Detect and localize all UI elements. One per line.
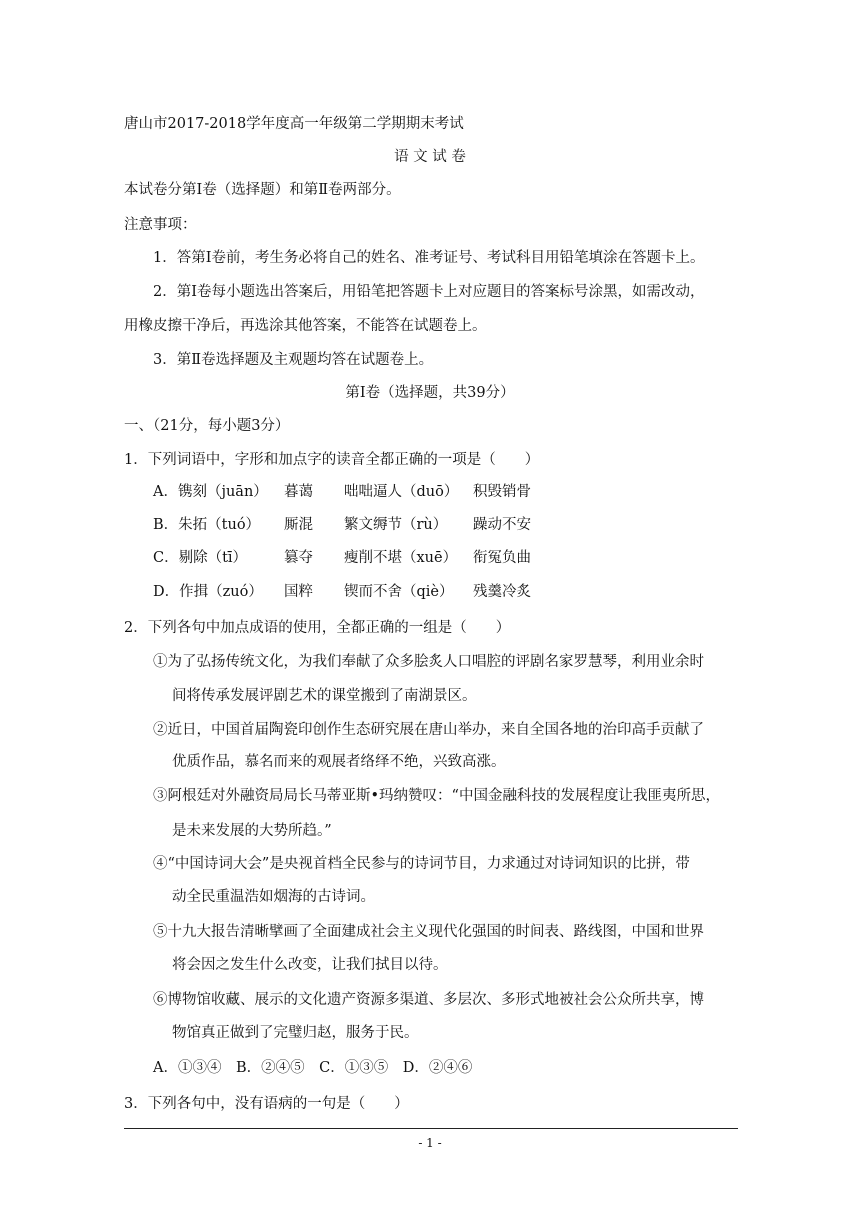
q1-option-b-term4: 躁动不安 [473,517,531,533]
q2-sentence-3-continued: 是未来发展的大势所趋。” [172,823,332,839]
q1-option-d-term1: D．作揖（zuó） [153,584,263,600]
notice-item: 1．答第Ⅰ卷前，考生务必将自己的姓名、准考证号、考试科目用铅笔填涂在答题卡上。 [153,250,705,266]
subject-title: 语 文 试 卷 [394,149,466,165]
q2-answer-options: A．①③④ B．②④⑤ C．①③⑤ D．②④⑥ [153,1060,473,1076]
q1-option-d-term4: 残羹冷炙 [473,584,531,600]
q2-sentence-2-continued: 优质作品，慕名而来的观展者络绎不绝，兴致高涨。 [172,754,506,770]
q2-sentence-4-continued: 动全民重温浩如烟海的古诗词。 [172,889,375,905]
q1-option-c-term1: C．剔除（tī） [153,550,248,566]
q1-option-a-term2: 暮蔼 [284,484,313,500]
notice-heading: 注意事项： [124,217,197,233]
exam-title: 唐山市2017-2018学年度高一年级第二学期期末考试 [124,116,464,132]
q2-sentence-1-continued: 间将传承发展评剧艺术的课堂搬到了南湖景区。 [172,688,477,704]
q2-sentence-6-continued: 物馆真正做到了完璧归赵，服务于民。 [172,1025,419,1041]
q1-option-d-term3: 锲而不舍（qiè） [344,584,454,600]
q1-option-b-term3: 繁文缛节（rù） [344,517,448,533]
q1-option-c-term4: 衔冤负曲 [473,550,531,566]
q2-sentence-5-continued: 将会因之发生什么改变，让我们拭目以待。 [172,957,448,973]
notice-item-continued: 用橡皮擦干净后，再选涂其他答案，不能答在试题卷上。 [124,318,487,334]
page-number: - 1 - [418,1136,442,1150]
q1-option-a-term3: 咄咄逼人（duō） [344,484,459,500]
footer-divider [124,1128,738,1129]
q2-sentence-5: ⑤十九大报告清晰擘画了全面建成社会主义现代化强国的时间表、路线图，中国和世界 [153,924,704,940]
question-3-stem: 3．下列各句中，没有语病的一句是（ ） [124,1096,409,1112]
paper-structure: 本试卷分第Ⅰ卷（选择题）和第Ⅱ卷两部分。 [124,182,401,198]
q1-option-a-term1: A．镌刻（juān） [153,484,268,500]
q1-option-c-term2: 篡夺 [284,550,313,566]
q2-sentence-4: ④“中国诗词大会”是央视首档全民参与的诗词节目，力求通过对诗词知识的比拼，带 [153,856,690,872]
question-2-stem: 2．下列各句中加点成语的使用，全都正确的一组是（ ） [124,620,511,636]
question-1-stem: 1．下列词语中，字形和加点字的读音全都正确的一项是（ ） [124,452,540,468]
q2-sentence-2: ②近日，中国首届陶瓷印创作生态研究展在唐山举办，来自全国各地的治印高手贡献了 [153,722,704,738]
q2-sentence-6: ⑥博物馆收藏、展示的文化遗产资源多渠道、多层次、多形式地被社会公众所共享，博 [153,992,704,1008]
q1-option-b-term1: B．朱拓（tuó） [153,517,261,533]
part-heading: 一、（21分，每小题3分） [124,418,290,434]
notice-item: 3．第Ⅱ卷选择题及主观题均答在试题卷上。 [153,352,434,368]
q2-sentence-1: ①为了弘扬传统文化，为我们奉献了众多脍炙人口唱腔的评剧名家罗慧琴，利用业余时 [153,654,704,670]
q2-sentence-3: ③阿根廷对外融资局局长马蒂亚斯•玛纳赞叹：“中国金融科技的发展程度让我匪夷所思， [153,788,720,804]
q1-option-b-term2: 厮混 [284,517,313,533]
q1-option-c-term3: 瘦削不堪（xuē） [344,550,458,566]
q1-option-d-term2: 国粹 [284,584,313,600]
section-title: 第Ⅰ卷（选择题，共39分） [345,385,515,401]
notice-item: 2．第Ⅰ卷每小题选出答案后，用铅笔把答题卡上对应题目的答案标号涂黑，如需改动， [153,284,705,300]
q1-option-a-term4: 积毁销骨 [473,484,531,500]
